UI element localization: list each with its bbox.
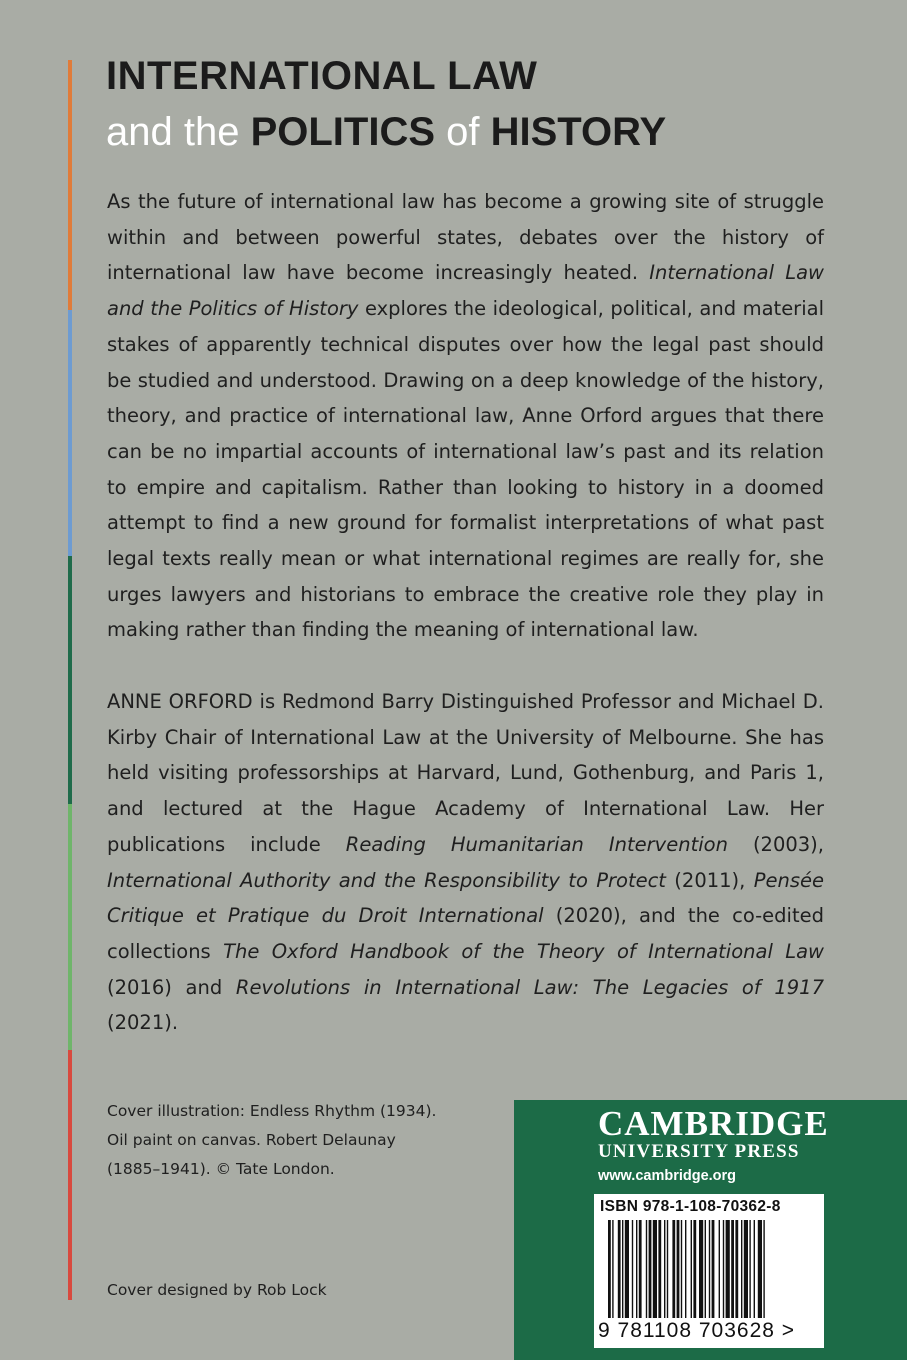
cover-designer-credit: Cover designed by Rob Lock [107, 1281, 327, 1299]
barcode-box [594, 1194, 824, 1348]
bio-text-f: (2021). [107, 1011, 179, 1035]
title-of: of [435, 110, 491, 154]
blurb-text-a: As the future of international law has become a growing site of struggle within and between powerful states, debates over the history of international law have become increasingly heated. [107, 190, 824, 285]
bio-text-c: (2011), [665, 868, 754, 892]
credit-line-3: (1885–1941). © Tate London. [107, 1160, 335, 1178]
credit-line-2: Oil paint on canvas. Robert Delaunay [107, 1131, 396, 1149]
title-and-the: and the [106, 110, 251, 154]
color-stripe-green [68, 804, 72, 1050]
credit-line-1: Cover illustration: Endless Rhythm (1934). [107, 1102, 437, 1120]
barcode-icon [608, 1220, 812, 1318]
color-stripe-blue [68, 310, 72, 556]
publisher-url: www.cambridge.org [598, 1168, 737, 1184]
ean-digits: 9 781108 703628 > [598, 1319, 796, 1342]
bio-text-a: ANNE ORFORD is Redmond Barry Distinguished Professor and Michael D. Kirby Chair of International Law at the University of Melbourne. She has held visiting professorships at Harvard, Lund, Gothenburg, and Paris 1, and lectured at the Hague Academy of International Law. Her publications include [107, 690, 824, 856]
bio-work-5: Revolutions in International Law: The Legacies of 1917 [235, 975, 824, 999]
book-title-line2 [106, 110, 666, 155]
cover-illustration-credit [107, 1097, 447, 1184]
publisher-subtitle: UNIVERSITY PRESS [598, 1141, 800, 1162]
color-stripe-orange [68, 60, 72, 310]
bio-work-1: Reading Humanitarian Intervention [345, 832, 728, 856]
bio-text-b: (2003), [727, 832, 824, 856]
book-title-line1: INTERNATIONAL LAW [106, 54, 538, 98]
color-stripe-red [68, 1050, 72, 1300]
title-politics: POLITICS [250, 110, 436, 154]
bio-work-2: International Authority and the Responsibility to Protect [107, 868, 666, 892]
bio-work-4: The Oxford Handbook of the Theory of International Law [223, 939, 824, 963]
publisher-name: CAMBRIDGE [598, 1104, 829, 1143]
bio-text-e: (2016) and [107, 975, 236, 999]
color-stripe-dark-green [68, 556, 72, 804]
author-bio-paragraph [107, 684, 824, 1041]
isbn-number: ISBN 978-1-108-70362-8 [600, 1198, 781, 1215]
bio-text-d: (2020), and the co-edited collections [107, 904, 824, 963]
publisher-panel [514, 1100, 907, 1360]
blurb-paragraph [107, 184, 824, 648]
blurb-text-b: explores the ideological, political, and material stakes of apparently technical disputes over how the legal past should be studied and understood. Drawing on a deep knowledge of the history, theory, and practice of international law, Anne Orford argues that there can be no impartial accounts of international law’s past and its relation to empire and capitalism. Rather than looking to history in a doomed attempt to find a new ground for formalist interpretations of what past legal texts really mean or what international regimes are really for, she urges lawyers and historians to embrace the creative role they play in making rather than finding the meaning of international law. [107, 297, 824, 642]
blurb-title-italic: International Law and the Politics of History [107, 261, 824, 321]
bio-work-3: Pensée Critique et Pratique du Droit International [107, 868, 824, 928]
title-history: HISTORY [490, 110, 667, 154]
